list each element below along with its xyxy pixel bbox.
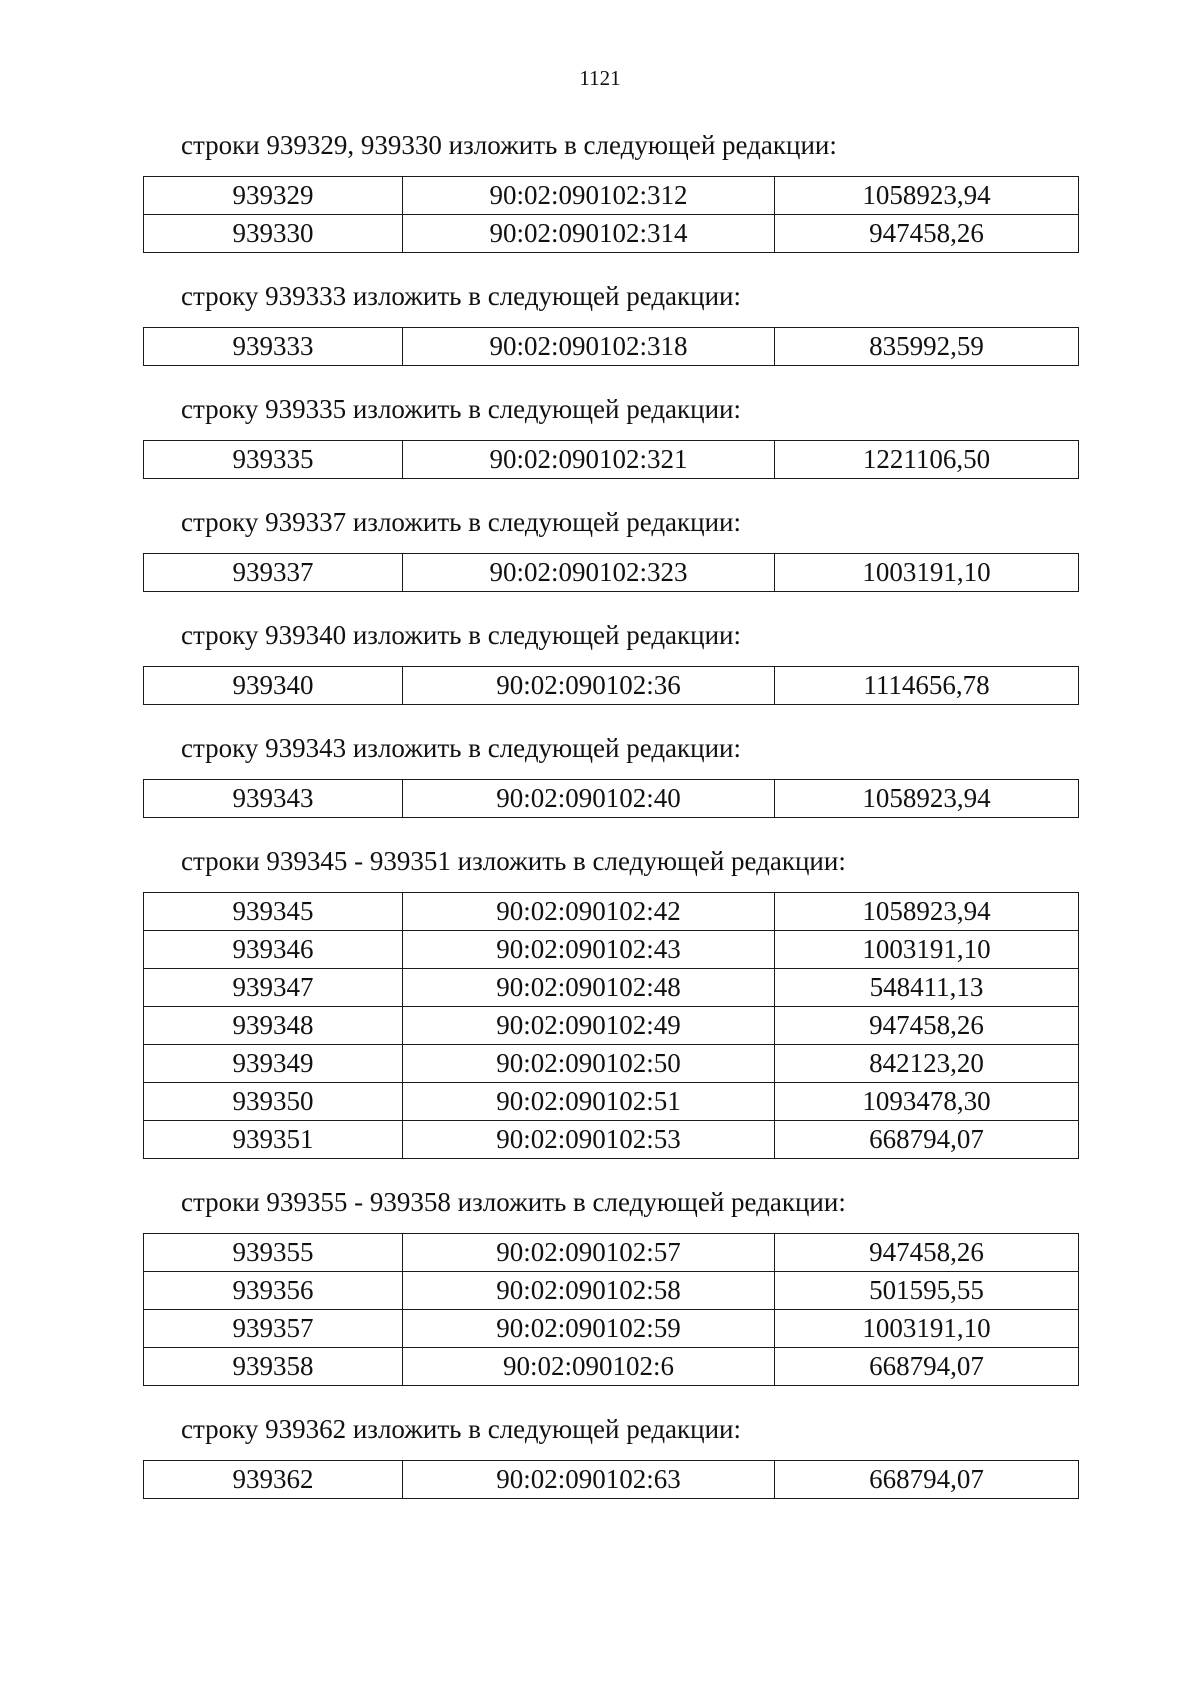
page-number: 1121 (579, 66, 621, 90)
table-row (144, 780, 1079, 818)
table-row (144, 177, 1079, 215)
cadastral-number-cell: 90:02:090102:40 (403, 780, 775, 818)
amendment-section (0, 279, 1200, 392)
cadastral-number-cell: 90:02:090102:58 (403, 1272, 775, 1310)
section-spacer (0, 1159, 1200, 1185)
row-number-cell: 939347 (144, 969, 403, 1007)
value-cell: 1003191,10 (775, 1310, 1079, 1348)
amendment-instruction: строку 939337 изложить в следующей редакции: (181, 507, 742, 537)
amendment-instruction: строку 939340 изложить в следующей редакции: (181, 620, 742, 650)
table-row (144, 1272, 1079, 1310)
amendment-table (143, 779, 1079, 818)
amendment-section (0, 1185, 1200, 1412)
amendment-instruction: строку 939343 изложить в следующей редакции: (181, 733, 742, 763)
amendment-section (0, 731, 1200, 844)
table-row (144, 969, 1079, 1007)
amendment-section (0, 392, 1200, 505)
section-spacer (0, 479, 1200, 505)
cadastral-number-cell: 90:02:090102:6 (403, 1348, 775, 1386)
table-row (144, 554, 1079, 592)
table-row (144, 1461, 1079, 1499)
value-cell: 1114656,78 (775, 667, 1079, 705)
value-cell: 1058923,94 (775, 780, 1079, 818)
section-spacer (0, 705, 1200, 731)
amendment-instruction: строки 939345 - 939351 изложить в следующей редакции: (181, 846, 846, 876)
table-row (144, 1007, 1079, 1045)
value-cell: 1093478,30 (775, 1083, 1079, 1121)
table-row (144, 1121, 1079, 1159)
amendment-section (0, 844, 1200, 1185)
cadastral-number-cell: 90:02:090102:323 (403, 554, 775, 592)
amendment-section (0, 1412, 1200, 1499)
value-cell: 842123,20 (775, 1045, 1079, 1083)
table-row (144, 1083, 1079, 1121)
row-number-cell: 939329 (144, 177, 403, 215)
value-cell: 835992,59 (775, 328, 1079, 366)
amendment-table (143, 1460, 1079, 1499)
row-number-cell: 939356 (144, 1272, 403, 1310)
row-number-cell: 939340 (144, 667, 403, 705)
amendment-section (0, 505, 1200, 618)
amendment-table (143, 892, 1079, 1159)
value-cell: 668794,07 (775, 1348, 1079, 1386)
table-row (144, 667, 1079, 705)
cadastral-number-cell: 90:02:090102:48 (403, 969, 775, 1007)
row-number-cell: 939350 (144, 1083, 403, 1121)
amendment-instruction: строку 939333 изложить в следующей редакции: (181, 281, 742, 311)
value-cell: 947458,26 (775, 215, 1079, 253)
cadastral-number-cell: 90:02:090102:57 (403, 1234, 775, 1272)
row-number-cell: 939346 (144, 931, 403, 969)
amendment-table (143, 1233, 1079, 1386)
row-number-cell: 939337 (144, 554, 403, 592)
value-cell: 947458,26 (775, 1007, 1079, 1045)
amendment-table (143, 327, 1079, 366)
amendment-table (143, 176, 1079, 253)
row-number-cell: 939358 (144, 1348, 403, 1386)
section-spacer (0, 366, 1200, 392)
value-cell: 668794,07 (775, 1121, 1079, 1159)
row-number-cell: 939335 (144, 441, 403, 479)
cadastral-number-cell: 90:02:090102:321 (403, 441, 775, 479)
section-spacer (0, 1386, 1200, 1412)
row-number-cell: 939348 (144, 1007, 403, 1045)
table-row (144, 215, 1079, 253)
cadastral-number-cell: 90:02:090102:42 (403, 893, 775, 931)
value-cell: 947458,26 (775, 1234, 1079, 1272)
amendment-instruction: строки 939329, 939330 изложить в следующей редакции: (181, 130, 837, 160)
table-row (144, 893, 1079, 931)
cadastral-number-cell: 90:02:090102:318 (403, 328, 775, 366)
section-spacer (0, 253, 1200, 279)
cadastral-number-cell: 90:02:090102:49 (403, 1007, 775, 1045)
value-cell: 1003191,10 (775, 554, 1079, 592)
table-row (144, 328, 1079, 366)
cadastral-number-cell: 90:02:090102:36 (403, 667, 775, 705)
cadastral-number-cell: 90:02:090102:50 (403, 1045, 775, 1083)
value-cell: 668794,07 (775, 1461, 1079, 1499)
cadastral-number-cell: 90:02:090102:314 (403, 215, 775, 253)
row-number-cell: 939330 (144, 215, 403, 253)
value-cell: 1003191,10 (775, 931, 1079, 969)
cadastral-number-cell: 90:02:090102:51 (403, 1083, 775, 1121)
cadastral-number-cell: 90:02:090102:59 (403, 1310, 775, 1348)
section-spacer (0, 818, 1200, 844)
row-number-cell: 939355 (144, 1234, 403, 1272)
table-row (144, 441, 1079, 479)
table-row (144, 931, 1079, 969)
value-cell: 1221106,50 (775, 441, 1079, 479)
amendment-table (143, 666, 1079, 705)
amendment-instruction: строку 939362 изложить в следующей редакции: (181, 1414, 742, 1444)
document-body (0, 128, 1200, 1499)
value-cell: 1058923,94 (775, 893, 1079, 931)
section-spacer (0, 592, 1200, 618)
row-number-cell: 939345 (144, 893, 403, 931)
row-number-cell: 939351 (144, 1121, 403, 1159)
value-cell: 548411,13 (775, 969, 1079, 1007)
amendment-table (143, 440, 1079, 479)
amendment-section (0, 128, 1200, 279)
row-number-cell: 939349 (144, 1045, 403, 1083)
amendment-section (0, 618, 1200, 731)
row-number-cell: 939333 (144, 328, 403, 366)
row-number-cell: 939362 (144, 1461, 403, 1499)
table-row (144, 1348, 1079, 1386)
table-row (144, 1045, 1079, 1083)
amendment-instruction: строку 939335 изложить в следующей редакции: (181, 394, 742, 424)
value-cell: 1058923,94 (775, 177, 1079, 215)
table-row (144, 1310, 1079, 1348)
amendment-table (143, 553, 1079, 592)
cadastral-number-cell: 90:02:090102:63 (403, 1461, 775, 1499)
cadastral-number-cell: 90:02:090102:53 (403, 1121, 775, 1159)
cadastral-number-cell: 90:02:090102:43 (403, 931, 775, 969)
cadastral-number-cell: 90:02:090102:312 (403, 177, 775, 215)
table-row (144, 1234, 1079, 1272)
value-cell: 501595,55 (775, 1272, 1079, 1310)
row-number-cell: 939357 (144, 1310, 403, 1348)
row-number-cell: 939343 (144, 780, 403, 818)
amendment-instruction: строки 939355 - 939358 изложить в следующей редакции: (181, 1187, 846, 1217)
